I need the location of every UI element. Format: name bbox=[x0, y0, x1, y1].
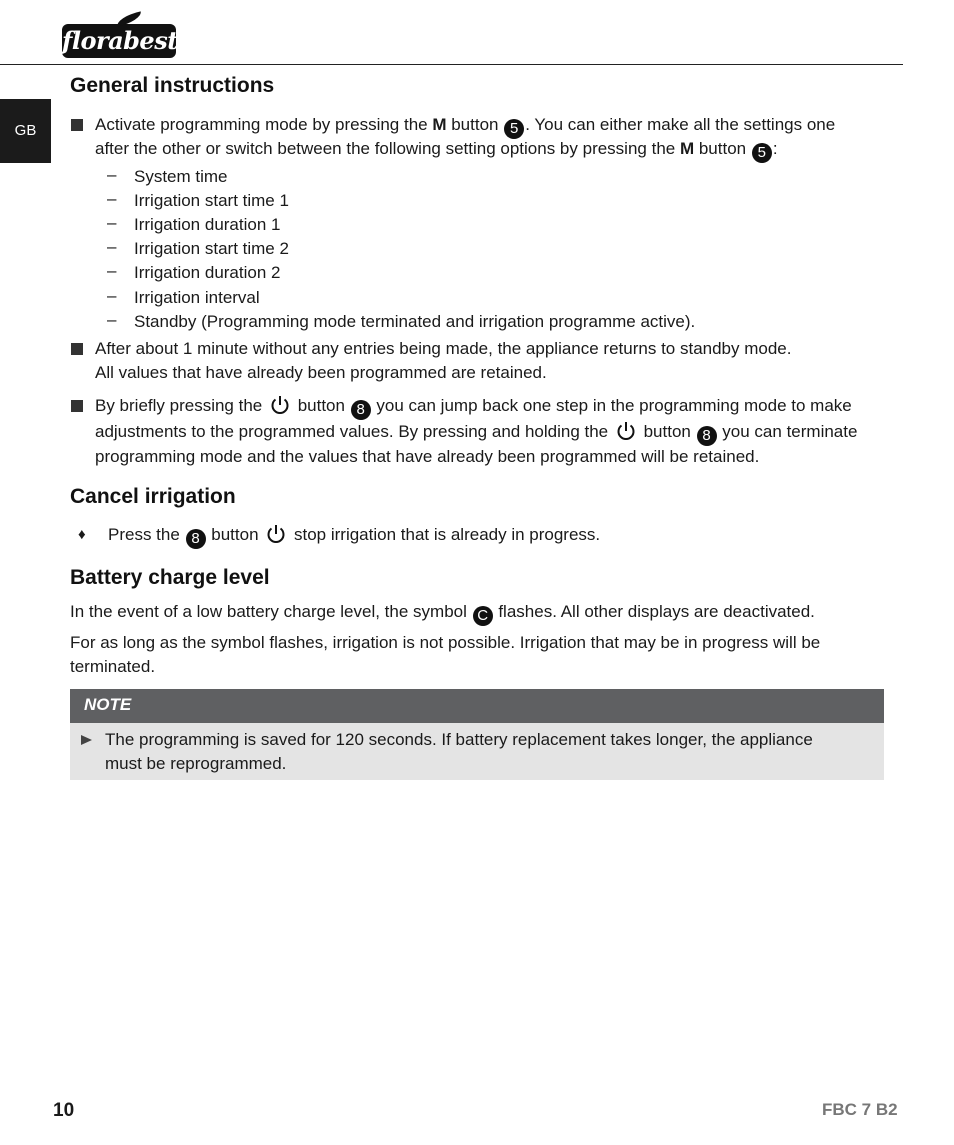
bullet-square-icon bbox=[71, 400, 83, 412]
general-bullet1-line1 bbox=[95, 113, 835, 139]
list-item: Irrigation start time 1 bbox=[134, 191, 289, 210]
text: you can jump back one step in the programming mode to make bbox=[371, 396, 852, 415]
text: : bbox=[772, 139, 778, 158]
general-bullet3-line2 bbox=[95, 420, 857, 446]
button-number-badge: 8 bbox=[186, 529, 206, 549]
note-line1: The programming is saved for 120 seconds. If battery replacement takes longer, the appliance bbox=[105, 730, 813, 749]
battery-paragraph2-line1: For as long as the symbol flashes, irrigation is not possible. Irrigation that may be in progress will be bbox=[70, 633, 821, 652]
dash-marker: – bbox=[107, 189, 117, 208]
list-item: Irrigation duration 1 bbox=[134, 215, 281, 234]
text: flashes. All other displays are deactivated. bbox=[493, 602, 815, 621]
text: stop irrigation that is already in progress. bbox=[289, 525, 601, 544]
battery-paragraph1 bbox=[70, 600, 815, 626]
note-heading: NOTE bbox=[84, 695, 132, 714]
diamond-bullet-icon: ♦ bbox=[78, 526, 86, 543]
button-number-badge: 8 bbox=[697, 426, 717, 446]
cancel-instruction bbox=[108, 523, 600, 549]
text: button bbox=[206, 525, 264, 544]
text: In the event of a low battery charge level, the symbol bbox=[70, 602, 472, 621]
m-button-label: M bbox=[432, 115, 447, 134]
power-icon bbox=[269, 394, 291, 416]
model-number: FBC 7 B2 bbox=[822, 1100, 898, 1119]
general-bullet2-line2: All values that have already been programmed are retained. bbox=[95, 363, 547, 382]
section-title-general: General instructions bbox=[70, 74, 275, 97]
note-line2: must be reprogrammed. bbox=[105, 754, 287, 773]
m-button-label: M bbox=[679, 139, 695, 158]
button-number-badge: 8 bbox=[351, 400, 371, 420]
dash-marker: – bbox=[107, 213, 117, 232]
page-number: 10 bbox=[53, 1100, 75, 1121]
general-bullet2-line1: After about 1 minute without any entries being made, the appliance returns to standby mode. bbox=[95, 339, 792, 358]
button-number-badge: 5 bbox=[504, 119, 524, 139]
list-item: Standby (Programming mode terminated and irrigation programme active). bbox=[134, 312, 696, 331]
text: button bbox=[638, 422, 696, 441]
bullet-square-icon bbox=[71, 343, 83, 355]
power-icon bbox=[615, 420, 637, 442]
dash-marker: – bbox=[107, 237, 117, 256]
note-header bbox=[70, 689, 884, 723]
general-bullet1-line2 bbox=[95, 137, 778, 163]
text: you can terminate bbox=[717, 422, 858, 441]
arrow-right-icon bbox=[81, 735, 92, 745]
dash-marker: – bbox=[107, 286, 117, 305]
header-divider bbox=[0, 64, 903, 65]
button-number-badge: 5 bbox=[752, 143, 772, 163]
battery-symbol-badge: C bbox=[473, 606, 493, 626]
general-bullet3-line1 bbox=[95, 394, 852, 420]
text: button bbox=[292, 396, 350, 415]
language-tab: GB bbox=[0, 99, 51, 163]
text: Press the bbox=[108, 525, 185, 544]
text: adjustments to the programmed values. By pressing and holding the bbox=[95, 422, 613, 441]
section-title-battery: Battery charge level bbox=[70, 566, 270, 589]
bullet-square-icon bbox=[71, 119, 83, 131]
text: Activate programming mode by pressing the bbox=[95, 115, 433, 134]
text: after the other or switch between the following setting options by pressing the bbox=[95, 139, 680, 158]
leaf-icon bbox=[115, 11, 143, 26]
brand-logo-text: florabest bbox=[62, 26, 178, 55]
section-title-cancel: Cancel irrigation bbox=[70, 485, 236, 508]
list-item: Irrigation interval bbox=[134, 288, 260, 307]
list-item: System time bbox=[134, 167, 228, 186]
dash-marker: – bbox=[107, 310, 117, 329]
note-body bbox=[70, 723, 884, 780]
dash-marker: – bbox=[107, 165, 117, 184]
text: button bbox=[694, 139, 751, 158]
power-icon bbox=[265, 523, 287, 545]
text: By briefly pressing the bbox=[95, 396, 267, 415]
list-item: Irrigation start time 2 bbox=[134, 239, 289, 258]
brand-logo bbox=[62, 24, 176, 58]
general-bullet3-line3: programming mode and the values that have already been programmed will be retained. bbox=[95, 447, 760, 466]
battery-paragraph2-line2: terminated. bbox=[70, 657, 156, 676]
list-item: Irrigation duration 2 bbox=[134, 263, 281, 282]
text: button bbox=[446, 115, 504, 134]
text: . You can either make all the settings one bbox=[525, 115, 836, 134]
dash-marker: – bbox=[107, 261, 117, 280]
